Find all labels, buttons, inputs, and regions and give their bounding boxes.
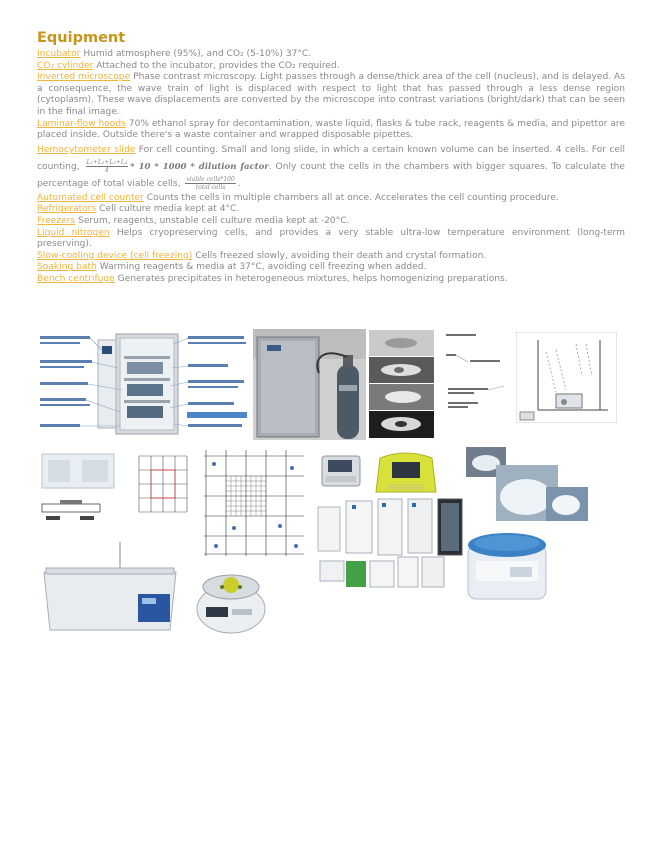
desc-slow-cooling-device: Cells freezed slowly, avoiding their death and crystal formation.	[192, 250, 487, 261]
desc-freezers: Serum, reagents, unstable cell culture media kept at -20°C.	[75, 215, 350, 226]
refrigerators-and-freezers-image	[316, 497, 464, 593]
formula-cell-count-denominator: 4	[104, 166, 109, 174]
desc-hemocytometer: For cell counting. Small and long slide, in which a certain known volume can be inserted. 4 cells. For cell counting,	[37, 144, 625, 172]
term-incubator[interactable]: Incubator	[37, 49, 81, 59]
entry-incubator	[37, 49, 625, 61]
automated-cell-counter-yellow-image	[370, 448, 442, 496]
slow-cooling-device-image	[464, 523, 550, 601]
co2-cylinder-image	[253, 329, 366, 440]
entry-inverted-microscope	[37, 72, 625, 118]
term-slow-cooling-device[interactable]: Slow-cooling device (cell freezing)	[37, 250, 193, 261]
term-inverted-microscope[interactable]: Inverted microscope	[37, 72, 131, 83]
formula-viability-denominator: total cells	[195, 183, 226, 191]
phase-contrast-micrograph-image	[369, 330, 434, 438]
entry-bench-centrifuge	[37, 274, 625, 286]
term-bench-centrifuge[interactable]: Bench centrifuge	[37, 273, 115, 284]
entry-automated-cell-counter	[37, 193, 625, 205]
term-refrigerators[interactable]: Refrigerators	[37, 204, 97, 215]
entry-freezers	[37, 216, 625, 228]
term-soaking-bath[interactable]: Soaking bath	[37, 262, 97, 273]
desc-hemocytometer-3: .	[237, 178, 241, 189]
desc-laminar-flow-hoods: 70% ethanol spray for decontamination, waste liquid, flasks & tube rack, reagents & media, and pipettor are placed inside. Outside there's a waste container and wrapped disposable pipettes.	[37, 118, 625, 141]
desc-soaking-bath: Warming reagents & media at 37°C, avoiding cell freezing when added.	[96, 262, 427, 273]
term-automated-cell-counter[interactable]: Automated cell counter	[37, 192, 144, 203]
formula-viability	[185, 176, 235, 191]
desc-hemocytometer-2: . Only count the cells in the chambers with bigger squares. To calculate the percentage of total viable cells,	[37, 161, 626, 189]
entry-soaking-bath	[37, 262, 625, 274]
term-hemocytometer[interactable]: Hemocytometer slide	[37, 144, 136, 155]
desc-bench-centrifuge: Generates precipitates in heterogeneous mixtures, helps homogenizing preparations.	[114, 273, 508, 284]
desc-co2-cylinder: Attached to the incubator, provides the CO₂ required.	[93, 60, 340, 71]
desc-inverted-microscope: Phase contrast microscopy. Light passes through a dense/thick area of the cell (nucleus), and is delayed. As a consequence, the wave train of light is displaced with respect to light that has passed through a less dense region (cytoplasm). These wave displacements are converted by the microscope into contrast variations (bright/dark) that can be seen in the final image.	[37, 72, 625, 117]
desc-liquid-nitrogen: Helps cryopreserving cells, and provides a very stable ultra-low temperature environment (long-term preserving).	[37, 227, 625, 250]
entry-co2-cylinder	[37, 61, 625, 73]
formula-cell-count-tail: * 10 * 1000 * dilution factor	[130, 161, 269, 172]
term-freezers[interactable]: Freezers	[37, 215, 76, 226]
desc-incubator: Humid atmosphere (95%), and CO₂ (5-10%) 37°C.	[80, 49, 312, 59]
term-laminar-flow-hoods[interactable]: Laminar-flow hoods	[37, 118, 126, 129]
incubator-diagram-image	[38, 328, 251, 440]
desc-refrigerators: Cell culture media kept at 4°C.	[96, 204, 240, 215]
liquid-nitrogen-image	[466, 447, 591, 522]
desc-automated-cell-counter: Counts the cells in multiple chambers all at once. Accelerates the cell counting procedure.	[143, 192, 559, 203]
hemocytometer-grid-large-image	[196, 446, 310, 558]
entry-refrigerators	[37, 204, 625, 216]
page-title: Equipment	[37, 30, 126, 46]
term-co2-cylinder[interactable]: CO₂ cylinder	[37, 60, 94, 71]
entry-hemocytometer	[37, 142, 625, 193]
laminar-flow-hood-schematic-image	[516, 332, 617, 423]
entry-laminar-flow-hoods	[37, 119, 625, 142]
formula-cell-count	[86, 159, 129, 174]
formula-viability-numerator: viable cells*100	[186, 175, 235, 183]
bench-centrifuge-image	[192, 561, 270, 637]
soaking-bath-image	[36, 542, 184, 638]
hemocytometer-slide-image	[38, 452, 118, 528]
term-liquid-nitrogen[interactable]: Liquid nitrogen	[37, 227, 110, 238]
formula-cell-count-numerator: L₁+L₂+L₃+L₄	[86, 158, 128, 166]
laminar-flow-hood-sketch-image	[442, 330, 512, 414]
entry-liquid-nitrogen	[37, 228, 625, 251]
entry-slow-cooling-device	[37, 251, 625, 263]
automated-cell-counter-image	[318, 448, 364, 492]
document-page	[37, 30, 625, 286]
hemocytometer-grid-small-image	[133, 450, 193, 526]
